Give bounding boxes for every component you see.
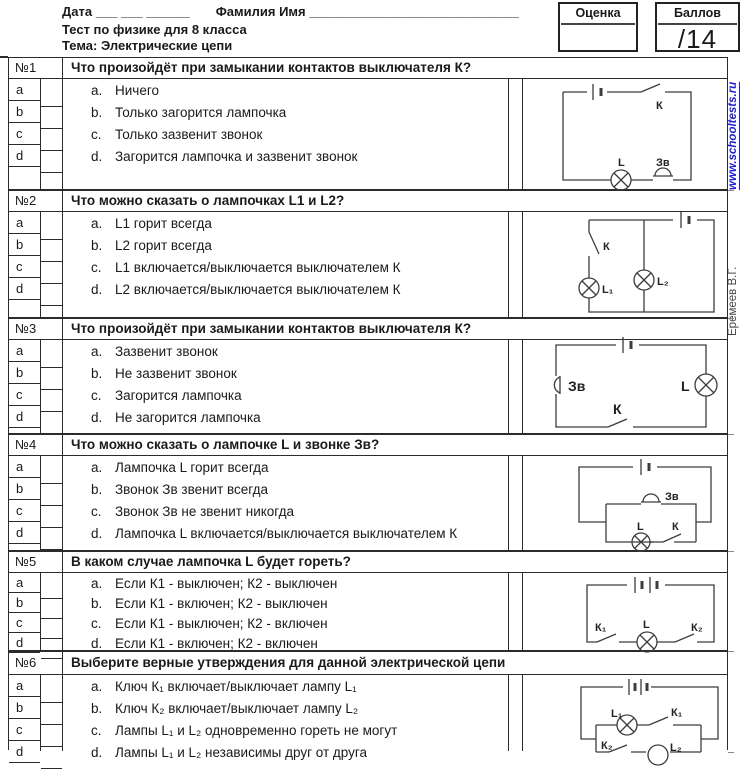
question-header [9, 552, 727, 573]
question-block-3 [9, 319, 727, 435]
answer-letter-d: d [9, 522, 40, 544]
answer-letter-a: a [9, 456, 40, 478]
answer-letter-filler [9, 167, 40, 189]
circuit-diagram-1 [523, 79, 729, 189]
question-title: В каком случае лампочка L будет гореть? [71, 554, 351, 569]
answer-checkbox-a[interactable] [41, 212, 62, 240]
option-d: d . Загорится лампочка и зазвенит звонок [63, 145, 507, 167]
answer-letter-filler [9, 428, 40, 433]
answer-letter-column [9, 79, 41, 189]
answer-letter-column [9, 212, 41, 317]
answer-checkbox-column [41, 212, 63, 317]
table-left-tick [0, 56, 8, 58]
question-header [9, 58, 727, 79]
answer-letter-c: c [9, 256, 40, 278]
options-list [63, 675, 507, 763]
lamp1-label: L₁ [602, 284, 614, 296]
question-header [9, 319, 727, 340]
question-header [9, 191, 727, 212]
option-b: b . Не зазвенит звонок [63, 362, 507, 384]
site-link[interactable]: www.schooltests.ru [727, 81, 739, 190]
question-header [9, 652, 727, 675]
grade-box-label: Оценка [561, 4, 635, 25]
answer-letter-d: d [9, 406, 40, 428]
answer-checkbox-c[interactable] [41, 262, 62, 284]
answer-checkbox-column [41, 456, 63, 550]
question-block-1 [9, 58, 727, 191]
answer-letter-d: d [9, 633, 40, 653]
switch2-label: К₂ [691, 622, 703, 634]
question-number: №6 [9, 652, 63, 674]
answer-checkbox-column [41, 340, 63, 433]
question-block-5 [9, 552, 727, 652]
option-c: c . Только зазвенит звонок [63, 123, 507, 145]
option-b: b . Если К1 - включен; К2 - выключен [63, 593, 507, 613]
option-a: a . Если К1 - выключен; К2 - выключен [63, 573, 507, 593]
lamp-label: L [643, 619, 650, 631]
points-box-value: /14 [677, 24, 718, 54]
answer-letter-column [9, 675, 41, 759]
bell-label: Зв [665, 491, 679, 503]
points-box-label: Баллов [658, 4, 737, 25]
option-b: b . Только загорится лампочка [63, 101, 507, 123]
question-header [9, 435, 727, 456]
question-number: №5 [9, 552, 63, 572]
question-title: Что произойдёт при замыкании контактов выключателя К? [71, 321, 472, 336]
circuit-diagram-2 [523, 212, 729, 317]
switch-label: К [603, 241, 610, 253]
lamp-label: L [618, 157, 625, 169]
answer-checkbox-filler [41, 306, 62, 317]
option-d: d . Если К1 - включен; К2 - включен [63, 633, 507, 653]
option-a: a . L1 горит всегда [63, 212, 507, 234]
test-title: Тест по физике для 8 класса [62, 22, 247, 37]
circuit-diagram-3 [523, 340, 729, 433]
question-number: №1 [9, 58, 63, 78]
spacer-column [508, 340, 523, 433]
answer-letter-b: b [9, 362, 40, 384]
question-title: Что можно сказать о лампочке L и звонке Зв? [71, 437, 380, 452]
answer-letter-c: c [9, 123, 40, 145]
answer-letter-c: c [9, 613, 40, 633]
answer-checkbox-b[interactable] [41, 599, 62, 619]
answer-checkbox-c[interactable] [41, 619, 62, 639]
option-b: b . Звонок Зв звенит всегда [63, 478, 507, 500]
bell-label: Зв [568, 378, 586, 394]
answer-checkbox-a[interactable] [41, 573, 62, 599]
option-d: d . L2 включается/выключается выключателем К [63, 278, 507, 300]
switch1-label: К₁ [671, 707, 683, 719]
circuit-diagram-4 [523, 456, 729, 550]
spacer-column [508, 212, 523, 317]
answer-letter-d: d [9, 278, 40, 300]
answer-checkbox-b[interactable] [41, 368, 62, 390]
answer-letter-d: d [9, 145, 40, 167]
question-block-2 [9, 191, 727, 319]
answer-letter-d: d [9, 741, 40, 763]
answer-checkbox-c[interactable] [41, 390, 62, 412]
question-number: №2 [9, 191, 63, 211]
switch1-label: К₁ [595, 622, 607, 634]
answer-checkbox-a[interactable] [41, 340, 62, 368]
answer-checkbox-b[interactable] [41, 107, 62, 129]
answer-letter-a: a [9, 340, 40, 362]
answer-letter-b: b [9, 593, 40, 613]
question-number: №3 [9, 319, 63, 339]
lamp2-label: L₂ [657, 276, 669, 288]
spacer-column [508, 79, 523, 189]
answer-checkbox-d[interactable] [41, 151, 62, 173]
options-list [63, 340, 507, 428]
questions-table [8, 57, 728, 760]
spacer-column [508, 573, 523, 650]
option-d: d . Лампы L₁ и L₂ независимы друг от друга [63, 741, 507, 763]
answer-letter-b: b [9, 234, 40, 256]
answer-letter-a: a [9, 79, 40, 101]
spacer-column [508, 456, 523, 550]
lamp-label: L [637, 521, 644, 533]
question-block-4 [9, 435, 727, 552]
answer-checkbox-d[interactable] [41, 528, 62, 550]
options-list [63, 212, 507, 300]
option-c: c . Если К1 - выключен; К2 - включен [63, 613, 507, 633]
option-c: c . Загорится лампочка [63, 384, 507, 406]
switch2-label: К₂ [601, 740, 613, 752]
question-block-6 [9, 652, 727, 760]
spacer-column [508, 675, 523, 751]
answer-checkbox-c[interactable] [41, 129, 62, 151]
lamp1-label: L₁ [611, 708, 623, 720]
option-a: a . Ничего [63, 79, 507, 101]
answer-letter-column [9, 340, 41, 433]
options-list [63, 456, 507, 544]
answer-letter-a: a [9, 675, 40, 697]
answer-checkbox-d[interactable] [41, 747, 62, 769]
option-a: a . Ключ К₁ включает/выключает лампу L₁ [63, 675, 507, 697]
answer-letter-a: a [9, 212, 40, 234]
switch-label: К [613, 401, 622, 417]
answer-checkbox-d[interactable] [41, 284, 62, 306]
answer-checkbox-a[interactable] [41, 456, 62, 484]
answer-checkbox-column [41, 79, 63, 189]
option-b: b . Ключ К₂ включает/выключает лампу L₂ [63, 697, 507, 719]
answer-checkbox-column [41, 573, 63, 650]
answer-letter-b: b [9, 478, 40, 500]
option-b: b . L2 горит всегда [63, 234, 507, 256]
answer-checkbox-filler [41, 173, 62, 189]
answer-letter-c: c [9, 384, 40, 406]
option-a: a . Лампочка L горит всегда [63, 456, 507, 478]
date-blank: Дата ___ ___ ______ [62, 4, 190, 19]
circuit-diagram-6 [523, 675, 729, 754]
answer-letter-a: a [9, 573, 40, 593]
answer-checkbox-a[interactable] [41, 79, 62, 107]
answer-letter-column [9, 573, 41, 650]
answer-letter-b: b [9, 101, 40, 123]
option-c: c . Лампы L₁ и L₂ одновременно гореть не могут [63, 719, 507, 741]
option-d: d . Не загорится лампочка [63, 406, 507, 428]
answer-letter-c: c [9, 719, 40, 741]
name-blank: Фамилия Имя _____________________________ [215, 4, 519, 19]
options-list [63, 573, 507, 653]
option-c: c . Звонок Зв не звенит никогда [63, 500, 507, 522]
answer-letter-b: b [9, 697, 40, 719]
answer-letter-filler [9, 300, 40, 317]
question-number: №4 [9, 435, 63, 455]
answer-checkbox-a[interactable] [41, 675, 62, 703]
answer-checkbox-b[interactable] [41, 703, 62, 725]
switch-label: К [656, 100, 663, 112]
lamp-label: L [681, 378, 690, 394]
header-date-name-line [62, 4, 519, 19]
option-a: a . Зазвенит звонок [63, 340, 507, 362]
author-credit: Еремеев В.Г. [727, 266, 739, 336]
grade-box [558, 2, 638, 52]
answer-letter-c: c [9, 500, 40, 522]
lamp2-label: L₂ [670, 742, 682, 754]
answer-letter-filler [9, 544, 40, 550]
answer-checkbox-b[interactable] [41, 240, 62, 262]
circuit-diagram-5 [523, 573, 729, 650]
switch-label: К [672, 521, 679, 533]
answer-checkbox-d[interactable] [41, 412, 62, 434]
answer-checkbox-c[interactable] [41, 725, 62, 747]
options-list [63, 79, 507, 167]
question-title: Выберите верные утверждения для данной электрической цепи [71, 655, 506, 670]
bell-label: Зв [656, 157, 670, 169]
points-box [655, 2, 740, 52]
question-title: Что произойдёт при замыкании контактов выключателя К? [71, 60, 472, 75]
answer-checkbox-b[interactable] [41, 484, 62, 506]
answer-letter-column [9, 456, 41, 550]
answer-checkbox-column [41, 675, 63, 751]
test-topic: Тема: Электрические цепи [62, 38, 233, 53]
question-title: Что можно сказать о лампочках L1 и L2? [71, 193, 345, 208]
option-d: d . Лампочка L включается/выключается выключателем К [63, 522, 507, 544]
option-c: c . L1 включается/выключается выключателем К [63, 256, 507, 278]
answer-checkbox-c[interactable] [41, 506, 62, 528]
